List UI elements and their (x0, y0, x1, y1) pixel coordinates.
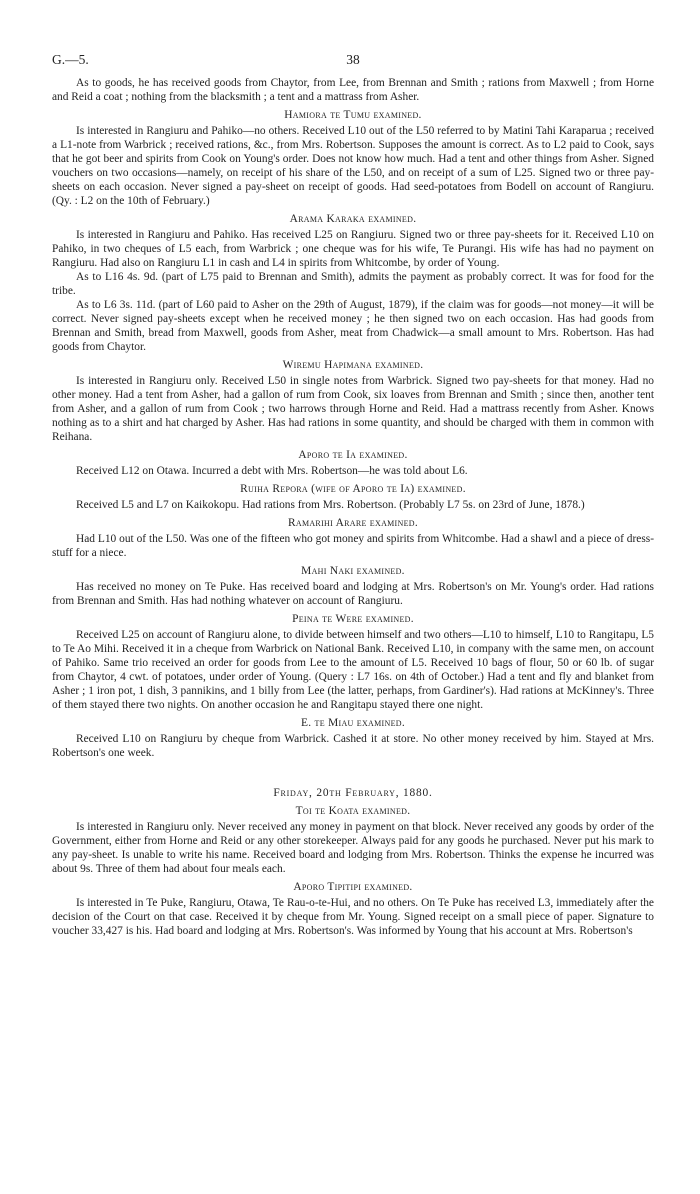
paragraph: Is interested in Te Puke, Rangiuru, Otawa, Te Rau-o-te-Hui, and no others. On Te Puke has received L3, immediately after the decision of the Court on that case. Received it by cheque from Mr. Young. Signed receipt on a small piece of paper. Signature to voucher 33,427 is his. Had board and lodging at Mrs. Robertson's. Was informed by Young that his account at Mrs. Robertson's (52, 897, 654, 937)
paragraph: Received L25 on account of Rangiuru alone, to divide between himself and two others—L10 to himself, L10 to Rangitapu, L5 to Te Ao Mihi. Received it in a cheque from Warbrick on National Bank. Received L10, in company with the same men, on account of Pahiko. Same trio received an order for goods from Lee to the amount of L5. Received 10 bags of flour, 50 or 60 lb. of sugar from Chaytor, 4 cwt. of potatoes, under order of Young. (Query : L7 16s. on 4th of October.) Had a tent and fly and blanket from Asher ; 1 iron pot, 1 dish, 3 pannikins, and 1 billy from Lee (the latter, perhaps, from Gardiner's). Had rations at McKinney's. Three of them stayed there two nights. On another occasion he and Rangitapu stayed there one night. (52, 629, 654, 711)
paragraph: Is interested in Rangiuru and Pahiko. Has received L25 on Rangiuru. Signed two or three pay-sheets for it. Received L10 on Pahiko, in two cheques of L5 each, from Warbrick ; one cheque was for his wife, Te Purangi. His wife has had no payment on Rangiuru. Had also on Rangiuru L1 in cash and L4 in spirits from Whitcombe, by order of Young. (52, 229, 654, 269)
witness-heading: Wiremu Hapimana examined. (282, 359, 424, 371)
witness-heading: Peina te Were examined. (292, 613, 414, 625)
witness-heading: Hamiora te Tumu examined. (284, 109, 422, 121)
page-number: 38 (346, 52, 360, 67)
witness-heading: Aporo te Ia examined. (298, 449, 408, 461)
paragraph: As to L16 4s. 9d. (part of L75 paid to Brennan and Smith), admits the payment as probably correct. It was for food for the tribe. (52, 271, 654, 297)
page-header (52, 53, 654, 71)
paragraph: Is interested in Rangiuru only. Never received any money in payment on that block. Never received any goods by order of the Government, either from Horne and Reid or any other storekeeper. Always paid for any goods he purchased. Never put his mark to any pay-sheet. Is unable to write his name. Received board and lodging from Mrs. Robertson. Thinks the expense he incurred was about 9s. Three of them had about four meals each. (52, 821, 654, 875)
paragraph: As to goods, he has received goods from Chaytor, from Lee, from Brennan and Smith ; rations from Maxwell ; from Horne and Reid a coat ; nothing from the blacksmith ; a tent and a mattrass from Asher. (52, 77, 654, 103)
paragraph: Received L12 on Otawa. Incurred a debt with Mrs. Robertson—he was told about L6. (76, 465, 468, 477)
paragraph: Is interested in Rangiuru only. Received L50 in single notes from Warbrick. Signed two pay-sheets for that money. Had no other money. Had a tent from Asher, had a gallon of rum from Cook, six loaves from Brennan and Smith ; since then, another tent from Asher, and a gallon of rum from Cook ; two harrows through Horne and Reid. Had a mattrass recently from Asher. Knows nothing as to a shirt and hat charged by Asher. Has had rations in some quantity, and should be charged with them in common with Reihana. (52, 375, 654, 443)
paragraph: Received L10 on Rangiuru by cheque from Warbrick. Cashed it at store. No other money received by him. Stayed at Mrs. Robertson's one week. (52, 733, 654, 759)
paper-code: G.—5. (52, 52, 89, 67)
date-heading: Friday, 20th February, 1880. (273, 787, 433, 799)
witness-heading: Mahi Naki examined. (301, 565, 405, 577)
paragraph: Has received no money on Te Puke. Has received board and lodging at Mrs. Robertson's on Mr. Young's order. Had rations from Brennan and Smith. Has had nothing whatever on account of Rangiuru. (52, 581, 654, 607)
witness-heading: Ramarihi Arare examined. (287, 517, 419, 529)
paragraph: As to L6 3s. 11d. (part of L60 paid to Asher on the 29th of August, 1879), if the claim was for goods—not money—it will be correct. Never signed pay-sheets except when he received money ; he then signed two on each occasion. Has had goods from Brennan and Smith, bread from Maxwell, goods from Asher, meat from Chadwick—a small amount to Mrs. Robertson. Has had goods from Chaytor. (52, 299, 654, 353)
paragraph: Is interested in Rangiuru and Pahiko—no others. Received L10 out of the L50 referred to by Matini Tahi Karaparua ; received a L1-note from Warbrick ; received rations, &c., from Mrs. Robertson. Supposes the amount is correct. As to L2 paid to Cook, says that he got beer and spirits from Cook on Young's order. Does not know how much. Had a tent and other things from Asher. Signed vouchers on two occasions—namely, on receipt of his share of the L50, and on receipt of a sum of L25. Signed two or three pay-sheets on each occasion. Never signed a pay-sheet on receipt of goods. Had seed-potatoes from Bodell on account of Rangiuru. (Qy. : L2 on the 10th of February.) (52, 125, 654, 207)
page-body (52, 76, 654, 938)
witness-heading: Arama Karaka examined. (289, 213, 417, 225)
paragraph: Received L5 and L7 on Kaikokopu. Had rations from Mrs. Robertson. (Probably L7 5s. on 23rd of June, 1878.) (76, 499, 585, 511)
paragraph: Had L10 out of the L50. Was one of the fifteen who got money and spirits from Whitcombe. Had a shawl and a piece of dress-stuff for a niece. (52, 533, 654, 559)
witness-heading: Aporo Tipitipi examined. (293, 881, 413, 893)
witness-heading: Ruiha Repora (wife of Aporo te Ia) examined. (240, 483, 466, 495)
witness-heading: E. te Miau examined. (301, 717, 405, 729)
witness-heading: Toi te Koata examined. (295, 805, 411, 817)
